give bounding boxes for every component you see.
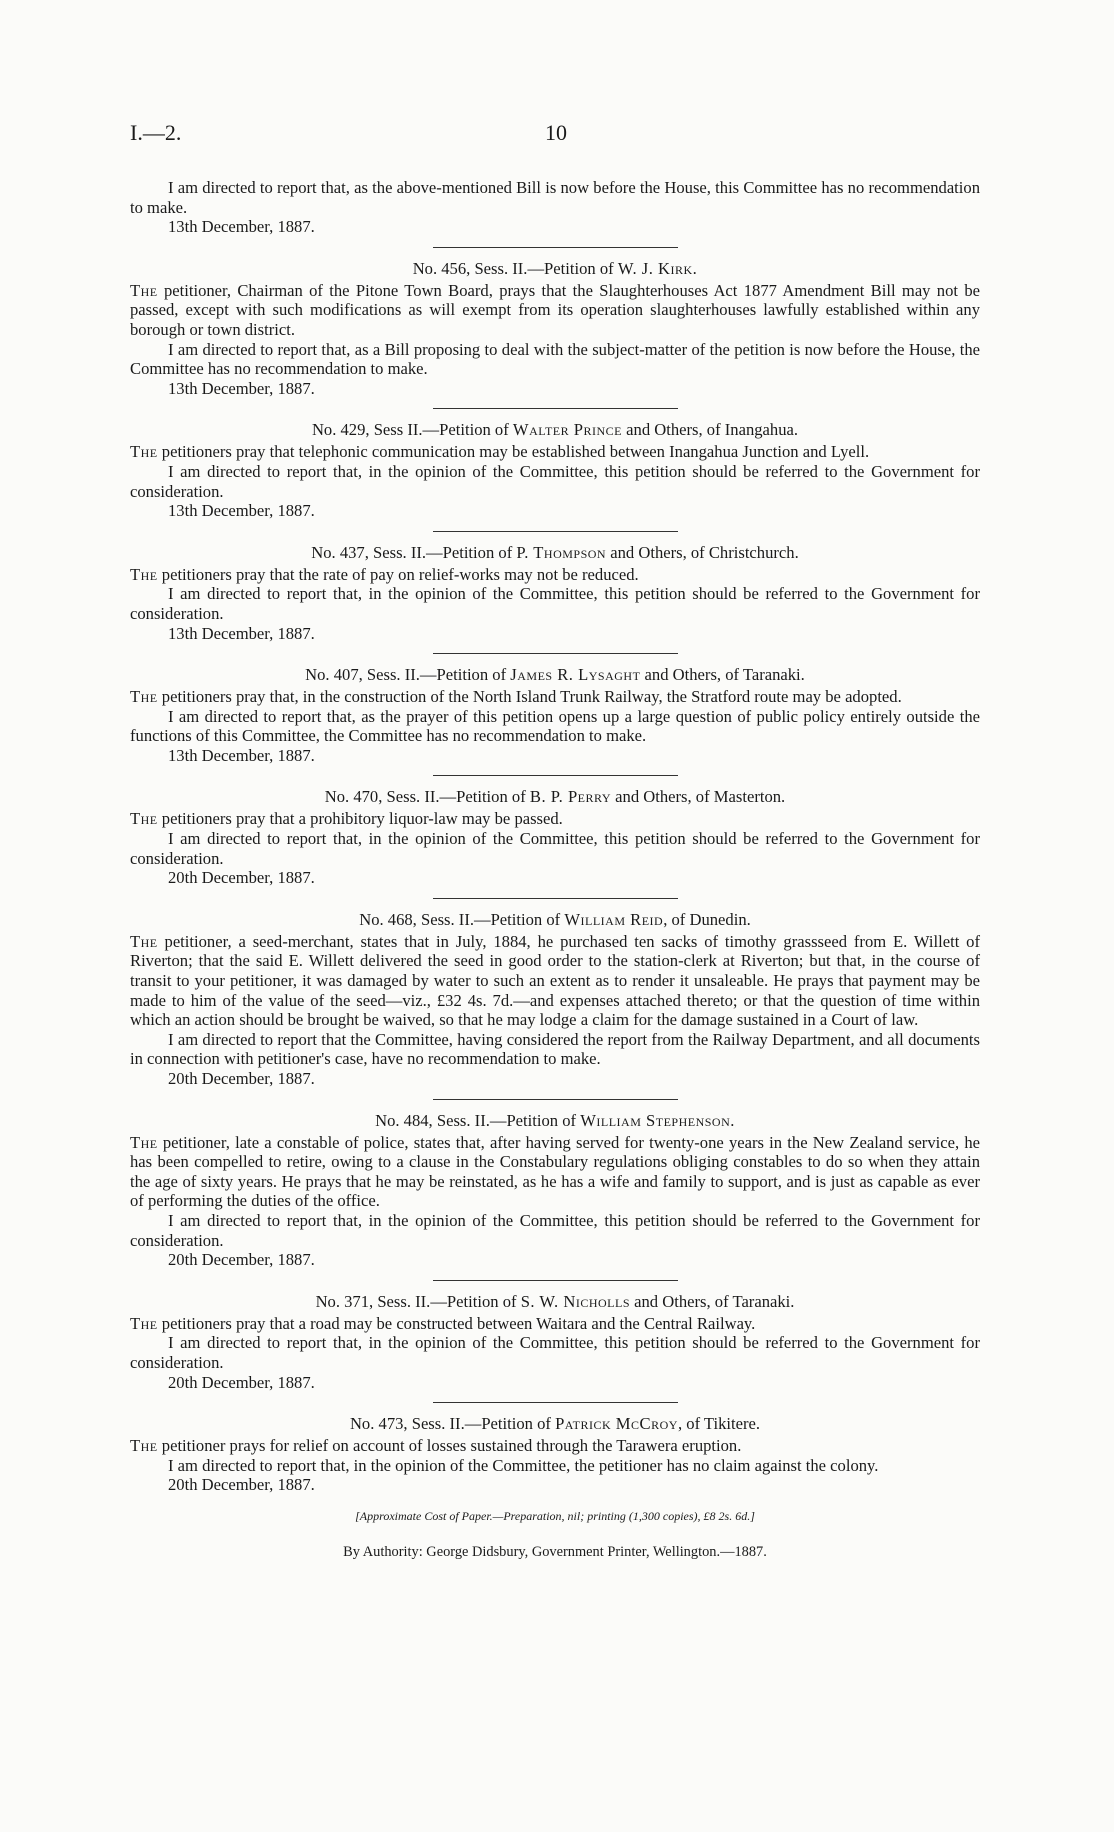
report-date: 20th December, 1887. bbox=[168, 1250, 315, 1270]
report-date: 13th December, 1887. bbox=[168, 745, 315, 765]
intro-report: I am directed to report that, as the above-mentioned Bill is now before the House, this Committee has no recommendation to make. bbox=[130, 178, 980, 217]
petition-body bbox=[130, 565, 980, 585]
petition-origin: and Others, of Taranaki. bbox=[630, 1291, 795, 1311]
printer-imprint: By Authority: George Didsbury, Government Printer, Wellington.—1887. bbox=[343, 1543, 767, 1560]
petition-origin: and Others, of Taranaki. bbox=[640, 665, 805, 685]
petition-body bbox=[130, 281, 980, 340]
lead-word: The bbox=[130, 1313, 158, 1333]
petition-text: petitioner, late a constable of police, states that, after having served for twenty-one years in the New Zealand service, he has been compelled to retire, owing to a clause in the Constabulary regulations obliging constables to do so when they attain the age of sixty years. He prays that he may be reinstated, as he has a wife and family to support, and is just as capable as ever of performing the duties of the office. bbox=[130, 1132, 980, 1211]
petition-body bbox=[130, 1314, 980, 1334]
petitioner-name: S. W. Nicholls bbox=[520, 1291, 630, 1311]
petition-number: No. 473, Sess. II.—Petition of bbox=[349, 1414, 556, 1434]
petition-text: petitioner, Chairman of the Pitone Town Board, prays that the Slaughterhouses Act 1877 Amendment Bill may not be passed, except with such modifications as will exempt from its operation slaughterhouses lawfully established within any borough or town district. bbox=[130, 280, 980, 339]
committee-report: I am directed to report that, in the opinion of the Committee, this petition should be referred to the Government for consideration. bbox=[130, 829, 980, 868]
petition-text: petitioners pray that telephonic communication may be established between Inangahua Junction and Lyell. bbox=[157, 442, 870, 462]
petition-origin: , of Tikitere. bbox=[677, 1414, 761, 1434]
lead-word: The bbox=[130, 564, 158, 584]
petition-text: petitioner, a seed-merchant, states that in July, 1884, he purchased ten sacks of timothy grassseed from E. Willett of Riverton; that the said E. Willett delivered the seed in good order to the station-clerk at Riverton; but that, in the course of transit to your petitioner, it was damaged by water to such an extent as to render it unsaleable. He prays that payment may be made to him of the value of the seed—viz., £32 4s. 7d.—and expenses attached thereto; or that the question of time within which an action should be brought be waived, so that he may lodge a claim for the damage sustained in a Court of law. bbox=[130, 931, 980, 1030]
petition-heading bbox=[130, 1292, 980, 1312]
committee-report: I am directed to report that, as a Bill proposing to deal with the subject-matter of the petition is now before the House, the Committee has no recommendation to make. bbox=[130, 339, 980, 379]
petition-entry bbox=[130, 898, 980, 1089]
petitioner-name: Walter Prince bbox=[512, 420, 623, 440]
petition-origin: , of Dunedin. bbox=[663, 909, 751, 929]
lead-word: The bbox=[130, 687, 158, 707]
petition-body bbox=[130, 932, 980, 1030]
section-divider bbox=[433, 408, 678, 409]
petition-entry bbox=[130, 1402, 980, 1495]
petitioner-name: William Stephenson. bbox=[580, 1110, 735, 1130]
lead-word: The bbox=[130, 280, 158, 300]
committee-report: I am directed to report that, in the opinion of the Committee, this petition should be referred to the Government for consideration. bbox=[130, 1210, 980, 1250]
petitions-list bbox=[130, 247, 980, 1495]
committee-report: I am directed to report that, in the opinion of the Committee, the petitioner has no claim against the colony. bbox=[168, 1455, 879, 1475]
petition-heading bbox=[130, 420, 980, 440]
lead-word: The bbox=[130, 931, 158, 951]
page-header bbox=[130, 120, 980, 156]
petition-number: No. 371, Sess. II.—Petition of bbox=[315, 1291, 521, 1311]
report-date: 13th December, 1887. bbox=[168, 378, 315, 398]
petitioner-name: B. P. Perry bbox=[529, 787, 612, 807]
section-divider bbox=[433, 247, 678, 248]
cost-footnote: [Approximate Cost of Paper.—Preparation, nil; printing (1,300 copies), £8 2s. 6d.] bbox=[355, 1508, 755, 1523]
petition-heading bbox=[130, 665, 980, 685]
intro-date: 13th December, 1887. bbox=[168, 217, 315, 237]
report-date: 13th December, 1887. bbox=[168, 623, 315, 643]
petition-heading bbox=[130, 787, 980, 807]
petition-entry bbox=[130, 653, 980, 765]
section-divider bbox=[433, 531, 678, 532]
petition-number: No. 437, Sess. II.—Petition of bbox=[311, 542, 517, 562]
committee-report: I am directed to report that, in the opinion of the Committee, this petition should be referred to the Government for consideration. bbox=[130, 584, 980, 623]
petitioner-name: W. J. Kirk. bbox=[617, 258, 698, 278]
petition-entry bbox=[130, 775, 980, 887]
petitioner-name: William Reid bbox=[564, 909, 664, 929]
section-divider bbox=[433, 653, 678, 654]
petitioner-name: Patrick McCroy bbox=[555, 1414, 678, 1434]
report-date: 13th December, 1887. bbox=[168, 501, 315, 521]
petition-heading bbox=[130, 1414, 980, 1434]
report-date: 20th December, 1887. bbox=[168, 1372, 315, 1392]
document-page bbox=[130, 120, 980, 1561]
petition-entry bbox=[130, 408, 980, 520]
petition-heading bbox=[130, 543, 980, 563]
committee-report: I am directed to report that the Committee, having considered the report from the Railway Department, and all documents in connection with petitioner's case, have no recommendation to make. bbox=[130, 1029, 980, 1069]
petition-text: petitioners pray that, in the construction of the North Island Trunk Railway, the Stratford route may be adopted. bbox=[157, 687, 902, 707]
report-date: 20th December, 1887. bbox=[168, 1475, 315, 1495]
committee-report: I am directed to report that, in the opinion of the Committee, this petition should be referred to the Government for consideration. bbox=[130, 461, 980, 501]
petitioner-name: James R. Lysaght bbox=[510, 665, 641, 685]
lead-word: The bbox=[130, 442, 158, 462]
petition-number: No. 468, Sess. II.—Petition of bbox=[359, 909, 565, 929]
section-divider bbox=[433, 775, 678, 776]
petition-text: petitioner prays for relief on account of losses sustained through the Tarawera eruption. bbox=[157, 1436, 742, 1456]
petition-number: No. 456, Sess. II.—Petition of bbox=[412, 258, 618, 278]
petition-origin: and Others, of Christchurch. bbox=[606, 542, 799, 562]
lead-word: The bbox=[130, 1436, 158, 1456]
report-date: 20th December, 1887. bbox=[168, 868, 315, 888]
petition-heading bbox=[130, 259, 980, 279]
petition-body bbox=[130, 1133, 980, 1211]
petitioner-name: P. Thompson bbox=[516, 542, 607, 562]
petition-heading bbox=[130, 1111, 980, 1131]
paper-reference: I.—2. bbox=[130, 120, 182, 145]
page-number: 10 bbox=[545, 120, 567, 145]
section-divider bbox=[433, 898, 678, 899]
petition-text: petitioners pray that a prohibitory liquor-law may be passed. bbox=[157, 809, 563, 829]
section-divider bbox=[433, 1099, 678, 1100]
petition-origin: and Others, of Masterton. bbox=[611, 787, 786, 807]
lead-word: The bbox=[130, 809, 158, 829]
petition-text: petitioners pray that the rate of pay on relief-works may not be reduced. bbox=[157, 564, 639, 584]
committee-report: I am directed to report that, in the opinion of the Committee, this petition should be referred to the Government for consideration. bbox=[130, 1333, 980, 1372]
petition-origin: and Others, of Inangahua. bbox=[622, 420, 799, 440]
petition-body bbox=[130, 442, 980, 462]
petition-body bbox=[130, 1436, 980, 1456]
petition-body bbox=[130, 809, 980, 829]
petition-number: No. 484, Sess. II.—Petition of bbox=[375, 1110, 581, 1130]
petition-text: petitioners pray that a road may be constructed between Waitara and the Central Railway. bbox=[157, 1313, 756, 1333]
section-divider bbox=[433, 1280, 678, 1281]
petition-entry bbox=[130, 1099, 980, 1270]
petition-number: No. 407, Sess. II.—Petition of bbox=[305, 665, 511, 685]
report-date: 20th December, 1887. bbox=[168, 1069, 315, 1088]
committee-report: I am directed to report that, as the prayer of this petition opens up a large question of public policy entirely outside the functions of this Committee, the Committee has no recommendation to make. bbox=[130, 706, 980, 746]
petition-number: No. 429, Sess II.—Petition of bbox=[311, 420, 513, 440]
petition-body bbox=[130, 687, 980, 707]
petition-number: No. 470, Sess. II.—Petition of bbox=[324, 787, 530, 807]
petition-entry bbox=[130, 531, 980, 643]
petition-entry bbox=[130, 247, 980, 399]
section-divider bbox=[433, 1402, 678, 1403]
petition-heading bbox=[130, 910, 980, 930]
intro-section bbox=[130, 178, 980, 237]
petition-entry bbox=[130, 1280, 980, 1392]
lead-word: The bbox=[130, 1132, 158, 1152]
